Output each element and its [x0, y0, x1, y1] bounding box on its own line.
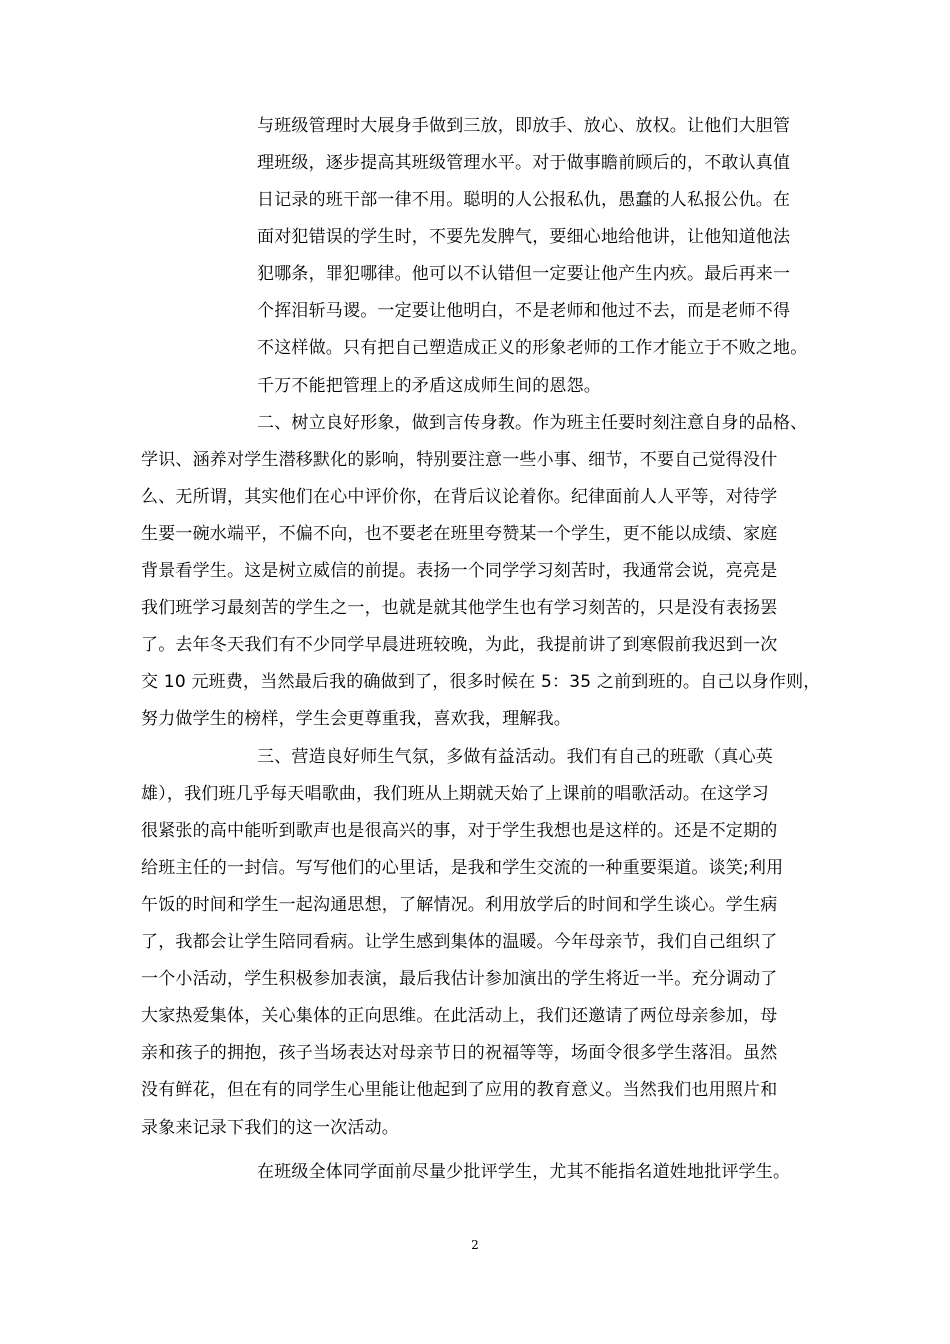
- text-line: 与班级管理时大展身手做到三放，即放手、放心、放权。让他们大胆管: [257, 116, 791, 136]
- text-line: 了，我都会让学生陪同看病。让学生感到集体的温暖。今年母亲节，我们自己组织了: [141, 932, 778, 952]
- page-number: 2: [471, 1238, 479, 1252]
- text-line: 大家热爱集体，关心集体的正向思维。在此活动上，我们还邀请了两位母亲参加，母: [141, 1006, 778, 1026]
- text-line: 没有鲜花，但在有的同学生心里能让他起到了应用的教育意义。当然我们也用照片和: [141, 1080, 778, 1100]
- text-line: 学识、涵养对学生潜移默化的影响，特别要注意一些小事、细节，不要自己觉得没什: [141, 450, 778, 470]
- text-line: 个挥泪斩马谡。一定要让他明白，不是老师和他过不去，而是老师不得: [257, 301, 791, 321]
- section-heading-line: 二、树立良好形象，做到言传身教。作为班主任要时刻注意自身的品格、: [257, 413, 808, 433]
- text-line: 么、无所谓，其实他们在心中评价你，在背后议论着你。纪律面前人人平等，对待学: [141, 487, 778, 507]
- text-line: 理班级，逐步提高其班级管理水平。对于做事瞻前顾后的，不敢认真值: [257, 153, 791, 173]
- text-line: 生要一碗水端平，不偏不向，也不要老在班里夸赞某一个学生，更不能以成绩、家庭: [141, 524, 778, 544]
- text-line: 千万不能把管理上的矛盾这成师生间的恩怨。: [257, 376, 601, 396]
- text-line: 很紧张的高中能听到歌声也是很高兴的事，对于学生我想也是这样的。还是不定期的: [141, 821, 778, 841]
- text-line: 一个小活动，学生积极参加表演，最后我估计参加演出的学生将近一半。充分调动了: [141, 969, 778, 989]
- text-line: 背景看学生。这是树立威信的前提。表扬一个同学学习刻苦时，我通常会说，亮亮是: [141, 561, 778, 581]
- text-line: 努力做学生的榜样，学生会更尊重我，喜欢我，理解我。: [141, 709, 571, 729]
- section-heading-line: 三、营造良好师生气氛，多做有益活动。我们有自己的班歌（真心英: [257, 747, 773, 767]
- text-line: 给班主任的一封信。写写他们的心里话，是我和学生交流的一种重要渠道。谈笑;利用: [141, 858, 784, 878]
- text-line: 日记录的班干部一律不用。聪明的人公报私仇，愚蠢的人私报公仇。在: [257, 190, 791, 210]
- text-line: 在班级全体同学面前尽量少批评学生，尤其不能指名道姓地批评学生。: [257, 1162, 791, 1182]
- text-line: 亲和孩子的拥抱，孩子当场表达对母亲节日的祝福等等，场面令很多学生落泪。虽然: [141, 1043, 778, 1063]
- text-line: 犯哪条，罪犯哪律。他可以不认错但一定要让他产生内疚。最后再来一: [257, 264, 791, 284]
- text-line: 雄），我们班几乎每天唱歌曲，我们班从上期就天始了上课前的唱歌活动。在这学习: [141, 784, 769, 804]
- text-line: 我们班学习最刻苦的学生之一，也就是就其他学生也有学习刻苦的，只是没有表扬罢: [141, 598, 778, 618]
- text-line: 了。去年冬天我们有不少同学早晨进班较晚，为此，我提前讲了到寒假前我迟到一次: [141, 635, 778, 655]
- text-line: 录象来记录下我们的这一次活动。: [141, 1118, 399, 1138]
- text-line: 交 10 元班费，当然最后我的确做到了，很多时候在 5：35 之前到班的。自己以身作则，: [141, 672, 821, 692]
- text-line: 不这样做。只有把自己塑造成正义的形象老师的工作才能立于不败之地。: [257, 338, 808, 358]
- text-line: 面对犯错误的学生时，不要先发脾气，要细心地给他讲，让他知道他法: [257, 227, 791, 247]
- text-line: 午饭的时间和学生一起沟通思想，了解情况。利用放学后的时间和学生谈心。学生病: [141, 895, 778, 915]
